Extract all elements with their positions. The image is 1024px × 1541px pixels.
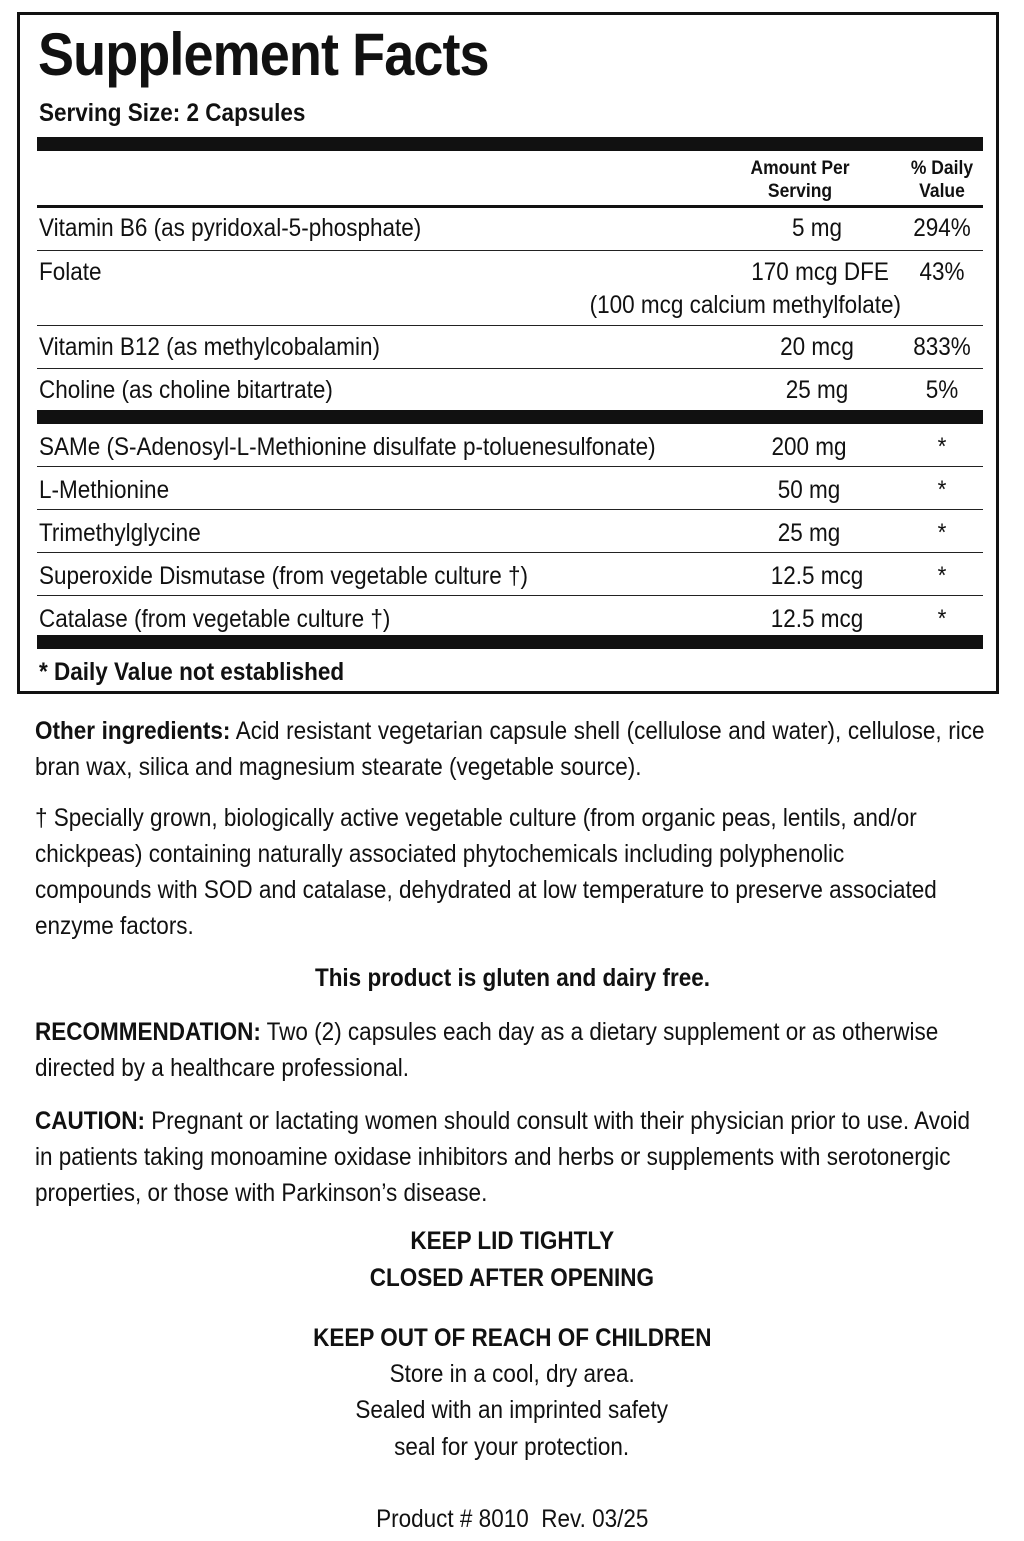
other-ingredients-label: Other ingredients: <box>35 717 231 745</box>
nutrient-row-folate: Folate 170 mcg DFE 43% (100 mcg calcium methylfolate) <box>37 251 983 326</box>
header-daily-value: % Daily Value <box>910 158 974 202</box>
ingredient-row-l-methionine: L-Methionine 50 mg * <box>37 467 983 510</box>
recommendation <box>35 1014 962 1086</box>
caution <box>35 1103 994 1211</box>
ingredient-row-catalase: Catalase (from vegetable culture †) 12.5 mcg * <box>39 605 947 633</box>
panel-title: Supplement Facts <box>38 21 489 88</box>
keep-out-of-reach: KEEP OUT OF REACH OF CHILDREN <box>312 1324 712 1352</box>
dagger-note: † Specially grown, biologically active vegetable culture (from organic peas, lentils, and/or chickpeas) containing naturally associated phytochemicals including polyphenolic compounds with SOD and catalase, dehydrated at low temperature to preserve associated enzyme factors. <box>35 804 937 940</box>
recommendation-text: Two (2) capsules each day as a dietary supplement or as otherwise directed by a healthcare professional. <box>35 1018 939 1082</box>
ingredient-row-same: SAMe (S-Adenosyl-L-Methionine disulfate p-toluenesulfonate) 200 mg * <box>37 424 983 467</box>
folate-source-note: (100 mcg calcium methylfolate) <box>589 291 901 319</box>
sealed-line-1: Sealed with an imprinted safety <box>355 1396 669 1424</box>
ingredient-row-trimethylglycine: Trimethylglycine 25 mg * <box>37 510 983 553</box>
keep-lid-line-1: KEEP LID TIGHTLY <box>410 1227 614 1255</box>
store-instruction: Store in a cool, dry area. <box>389 1360 635 1388</box>
caution-label: CAUTION: <box>35 1107 145 1135</box>
header-amount-per-serving: Amount Per Serving <box>750 158 850 202</box>
other-ingredients <box>35 713 985 785</box>
keep-lid-line-2: CLOSED AFTER OPENING <box>369 1264 655 1292</box>
thick-divider-top <box>37 137 983 151</box>
daily-value-footnote: * Daily Value not established <box>39 658 345 686</box>
other-ingredients-text: Acid resistant vegetarian capsule shell (cellulose and water), cellulose, rice bran wax, silica and magnesium stearate (vegetable source). <box>35 717 985 781</box>
product-number: Product # 8010 Rev. 03/25 <box>375 1505 649 1533</box>
supplement-facts-panel <box>17 12 999 694</box>
nutrient-row-vitamin-b12: Vitamin B12 (as methylcobalamin) 20 mcg 833% <box>37 326 983 369</box>
caution-text: Pregnant or lactating women should consult with their physician prior to use. Avoid in patients taking monoamine oxidase inhibitors and herbs or supplements with serotonergic properties, or those with Parkinson’s disease. <box>35 1107 971 1207</box>
sealed-line-2: seal for your protection. <box>394 1433 630 1461</box>
gluten-free-statement: This product is gluten and dairy free. <box>314 964 710 992</box>
ingredient-row-superoxide-dismutase: Superoxide Dismutase (from vegetable culture †) 12.5 mcg * <box>37 553 983 596</box>
nutrient-row-vitamin-b6: Vitamin B6 (as pyridoxal-5-phosphate) 5 mg 294% <box>37 208 983 251</box>
thick-divider-bottom <box>37 635 983 649</box>
thick-divider-middle <box>37 410 983 424</box>
recommendation-label: RECOMMENDATION: <box>35 1018 261 1046</box>
serving-size: Serving Size: 2 Capsules <box>39 99 306 127</box>
nutrient-row-choline: Choline (as choline bitartrate) 25 mg 5% <box>39 376 959 404</box>
